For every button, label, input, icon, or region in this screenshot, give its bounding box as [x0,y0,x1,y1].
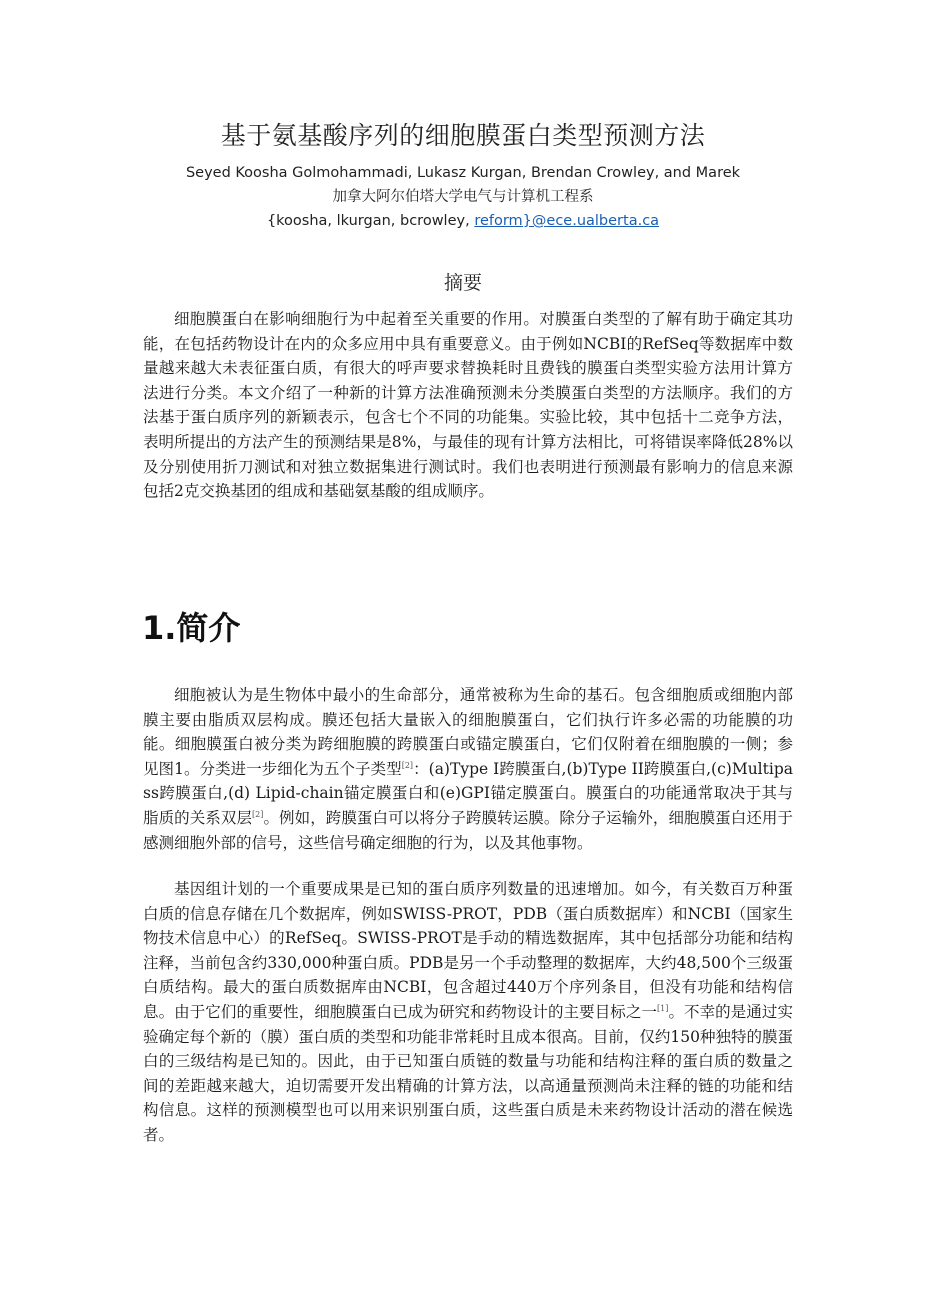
email-link[interactable]: reform}@ece.ualberta.ca [474,213,660,229]
abstract-text: 细胞膜蛋白在影响细胞行为中起着至关重要的作用。对膜蛋白类型的了解有助于确定其功能，在包括药物设计在内的众多应用中具有重要意义。由于例如NCBI的RefSeq等数据库中数量越来越大未表征蛋白质，有很大的呼声要求替换耗时且费钱的膜蛋白类型实验方法用计算方法进行分类。本文介绍了一种新的计算方法准确预测未分类膜蛋白类型的方法顺序。我们的方法基于蛋白质序列的新颖表示，包含七个不同的功能集。实验比较，其中包括十二竞争方法，表明所提出的方法产生的预测结果是8%，与最佳的现有计算方法相比，可将错误率降低28%以及分别使用折刀测试和对独立数据集进行测试时。我们也表明进行预测最有影响力的信息来源包括2克交换基团的组成和基础氨基酸的组成顺序。 [143,310,793,501]
intro-p1-text-2: ：(a)Type I跨膜蛋白,(b)Type II跨膜蛋白,(c)Multipass跨膜蛋白,(d) Lipid-chain锚定膜蛋白和(e)GPI锚定膜蛋白。膜蛋白的功能通常取决于其与脂质的关系双层 [143,759,793,827]
intro-p1-text-1: 细胞被认为是生物体中最小的生命部分，通常被称为生命的基石。包含细胞质或细胞内部膜主要由脂质双层构成。膜还包括大量嵌入的细胞膜蛋白，它们执行许多必需的功能膜的功能。细胞膜蛋白被分类为跨细胞膜的跨膜蛋白或锚定膜蛋白，它们仅附着在细胞膜的一侧；参见图1。分类进一步细化为五个子类型 [143,686,793,778]
citation-ref[interactable]: [1] [657,1003,669,1013]
author-emails [0,210,926,232]
paper-title: 基于氨基酸序列的细胞膜蛋白类型预测方法 [220,121,706,150]
intro-paragraph-1 [143,683,793,855]
emails-prefix: {koosha, lkurgan, bcrowley, [266,213,475,229]
intro-p2-text-1: 基因组计划的一个重要成果是已知的蛋白质序列数量的迅速增加。如今，有关数百万种蛋白质的信息存储在几个数据库，例如SWISS-PROT，PDB（蛋白质数据库）和NCBI（国家生物技术信息中心）的RefSeq。SWISS-PROT是手动的精选数据库，其中包括部分功能和结构注释，当前包含约330,000种蛋白质。PDB是另一个手动整理的数据库，大约48,500个三级蛋白质结构。最大的蛋白质数据库由NCBI，包含超过440万个序列条目，但没有功能和结构信息。由于它们的重要性，细胞膜蛋白已成为研究和药物设计的主要目标之一 [143,880,793,1021]
section-heading-introduction: 1.简介 [142,609,241,647]
citation-ref[interactable]: [2] [401,760,414,770]
affiliation: 加拿大阿尔伯塔大学电气与计算机工程系 [332,189,594,205]
intro-p1-text-3: 。例如，跨膜蛋白可以将分子跨膜转运膜。除分子运输外，细胞膜蛋白还用于感测细胞外部的信号，这些信号确定细胞的行为，以及其他事物。 [143,808,793,852]
intro-p2-text-2: 。不幸的是通过实验确定每个新的（膜）蛋白质的类型和功能非常耗时且成本很高。目前，仅约150种独特的膜蛋白的三级结构是已知的。因此，由于已知蛋白质链的数量与功能和结构注释的蛋白质的数量之间的差距越来越大，迫切需要开发出精确的计算方法，以高通量预测尚未注释的链的功能和结构信息。这样的预测模型也可以用来识别蛋白质，这些蛋白质是未来药物设计活动的潜在候选者。 [143,1002,793,1144]
author-list: Seyed Koosha Golmohammadi, Lukasz Kurgan, Brendan Crowley, and Marek [185,165,741,181]
intro-paragraph-2 [143,877,793,1148]
abstract-heading: 摘要 [443,272,482,294]
citation-ref[interactable]: [2] [252,809,264,819]
